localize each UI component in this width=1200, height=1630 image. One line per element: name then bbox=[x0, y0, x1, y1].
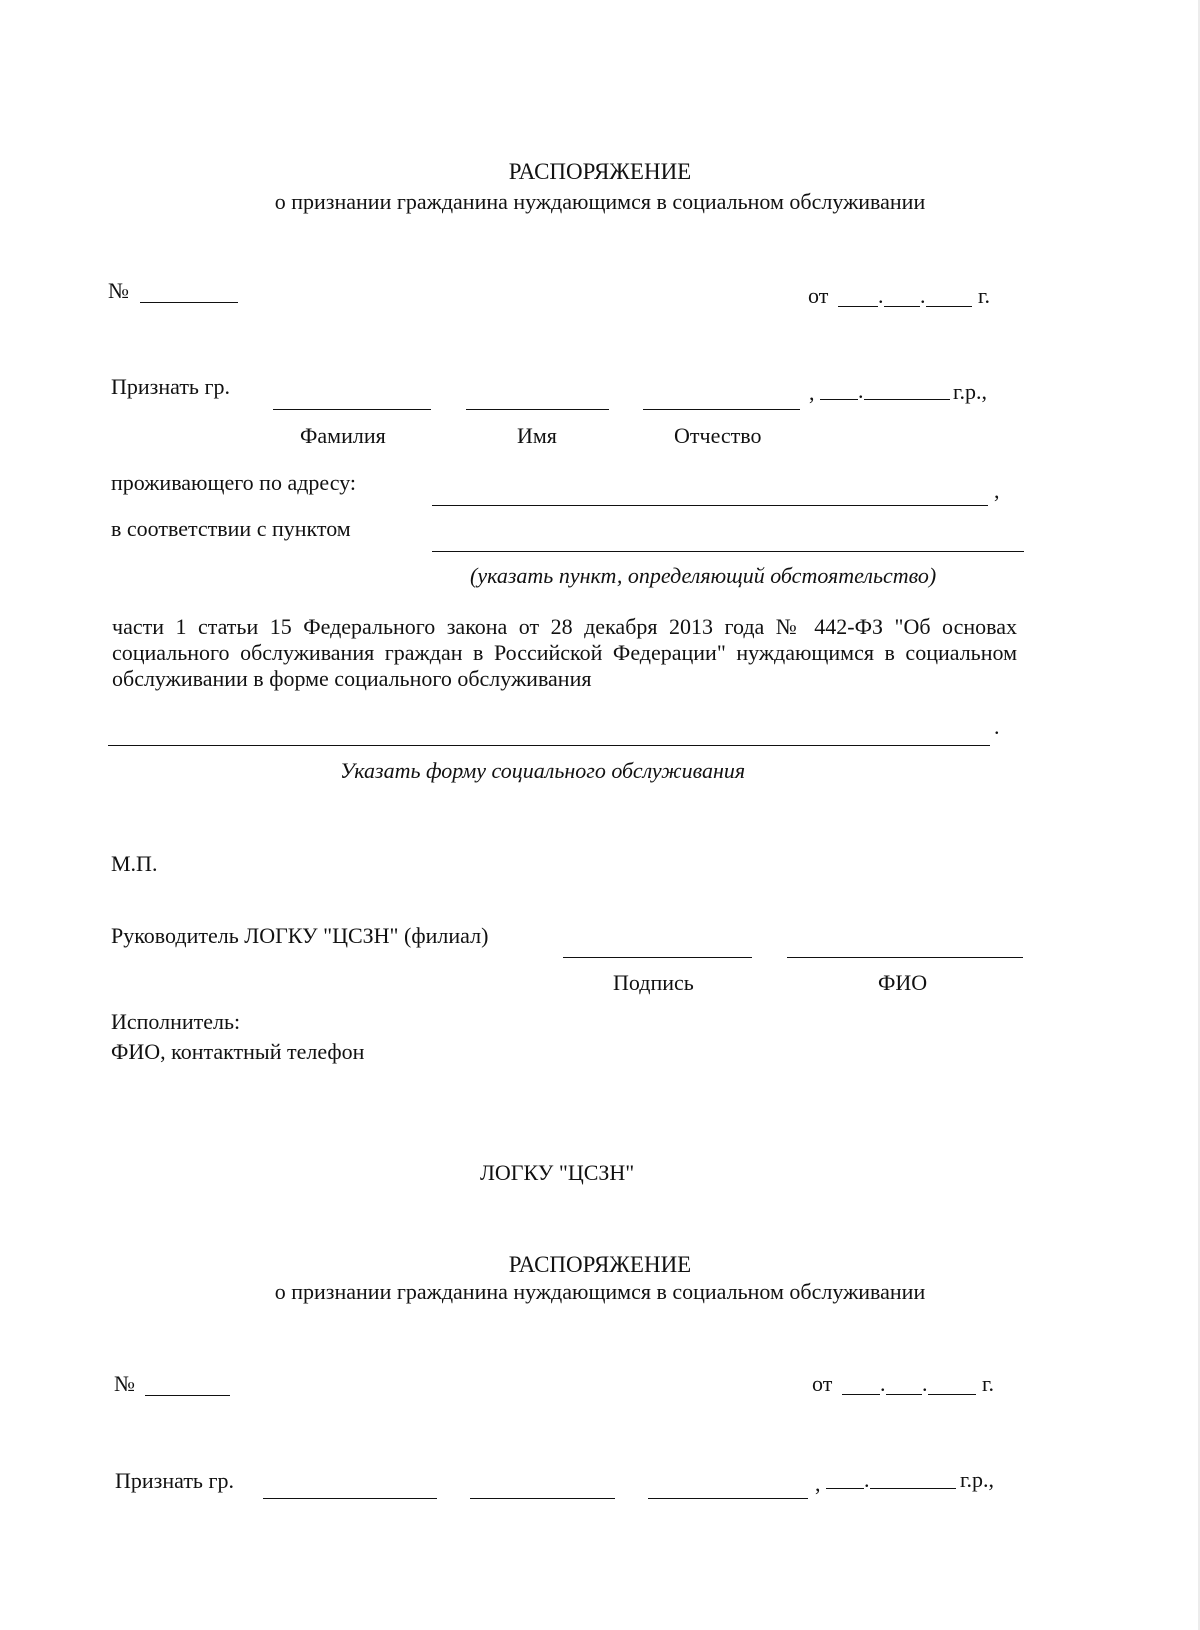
document-title: РАСПОРЯЖЕНИЕ bbox=[508, 159, 692, 184]
executor-contact: ФИО, контактный телефон bbox=[111, 1039, 365, 1064]
birth-year-field[interactable] bbox=[870, 1488, 956, 1489]
date-suffix: г. bbox=[978, 283, 991, 308]
name-field[interactable] bbox=[466, 409, 609, 410]
birth-comma: , bbox=[809, 380, 815, 405]
date-prefix: от bbox=[808, 283, 829, 308]
birth-separator: . bbox=[858, 378, 864, 403]
fio-caption: ФИО bbox=[878, 970, 928, 995]
patronymic-caption: Отчество bbox=[674, 423, 762, 448]
date-month-field[interactable] bbox=[886, 1394, 922, 1395]
service-form-field[interactable] bbox=[108, 745, 990, 746]
birth-comma: , bbox=[815, 1471, 821, 1496]
birth-suffix: г.р., bbox=[960, 1467, 995, 1492]
birth-suffix: г.р., bbox=[953, 379, 988, 404]
patronymic-field[interactable] bbox=[648, 1498, 808, 1499]
date-day-field[interactable] bbox=[842, 1394, 880, 1395]
birth-day-field[interactable] bbox=[826, 1488, 864, 1489]
recognize-label: Признать гр. bbox=[115, 1468, 234, 1493]
clause-hint: (указать пункт, определяющий обстоятельство) bbox=[470, 563, 937, 588]
number-label: № bbox=[108, 278, 129, 303]
recognize-label: Признать гр. bbox=[111, 374, 230, 399]
document-subtitle: о признании гражданина нуждающимся в социальном обслуживании bbox=[274, 1279, 926, 1304]
executor-label: Исполнитель: bbox=[111, 1009, 241, 1034]
date-year-field[interactable] bbox=[928, 1394, 976, 1395]
address-label: проживающего по адресу: bbox=[111, 470, 357, 495]
number-label: № bbox=[114, 1371, 135, 1396]
date-prefix: от bbox=[812, 1371, 833, 1396]
date-day-field[interactable] bbox=[838, 306, 878, 307]
date-month-field[interactable] bbox=[884, 306, 920, 307]
stamp-mark: М.П. bbox=[111, 851, 158, 876]
address-field[interactable] bbox=[432, 505, 988, 506]
date-separator: . bbox=[920, 283, 926, 308]
service-form-hint: Указать форму социального обслуживания bbox=[340, 758, 746, 783]
address-comma: , bbox=[994, 478, 1000, 503]
clause-label: в соответствии с пунктом bbox=[111, 516, 351, 541]
surname-caption: Фамилия bbox=[300, 423, 386, 448]
date-separator: . bbox=[922, 1371, 928, 1396]
date-year-field[interactable] bbox=[926, 306, 972, 307]
birth-year-field[interactable] bbox=[864, 399, 950, 400]
signature-caption: Подпись bbox=[613, 970, 694, 995]
name-caption: Имя bbox=[517, 423, 557, 448]
surname-field[interactable] bbox=[273, 409, 431, 410]
document-subtitle: о признании гражданина нуждающимся в социальном обслуживании bbox=[274, 189, 926, 214]
patronymic-field[interactable] bbox=[643, 409, 800, 410]
head-signature-field[interactable] bbox=[563, 957, 752, 958]
birth-day-field[interactable] bbox=[820, 399, 858, 400]
date-separator: . bbox=[880, 1371, 886, 1396]
number-field[interactable] bbox=[145, 1395, 230, 1396]
head-label: Руководитель ЛОГКУ "ЦСЗН" (филиал) bbox=[111, 923, 489, 948]
form-period: . bbox=[994, 714, 1000, 739]
name-field[interactable] bbox=[470, 1498, 615, 1499]
date-separator: . bbox=[878, 283, 884, 308]
organization-name: ЛОГКУ "ЦСЗН" bbox=[480, 1160, 635, 1185]
surname-field[interactable] bbox=[263, 1498, 437, 1499]
document-title: РАСПОРЯЖЕНИЕ bbox=[508, 1252, 692, 1277]
date-suffix: г. bbox=[982, 1371, 995, 1396]
number-field[interactable] bbox=[140, 302, 238, 303]
clause-field[interactable] bbox=[432, 551, 1024, 552]
head-fio-field[interactable] bbox=[787, 957, 1023, 958]
law-paragraph: части 1 статьи 15 Федерального закона от 28 декабря 2013 года № 442-ФЗ "Об основах социального обслуживания граждан в Российской Федерации" нуждающимся в социальном обслуживании в форме социального обслуживания bbox=[112, 614, 1017, 691]
birth-separator: . bbox=[864, 1467, 870, 1492]
